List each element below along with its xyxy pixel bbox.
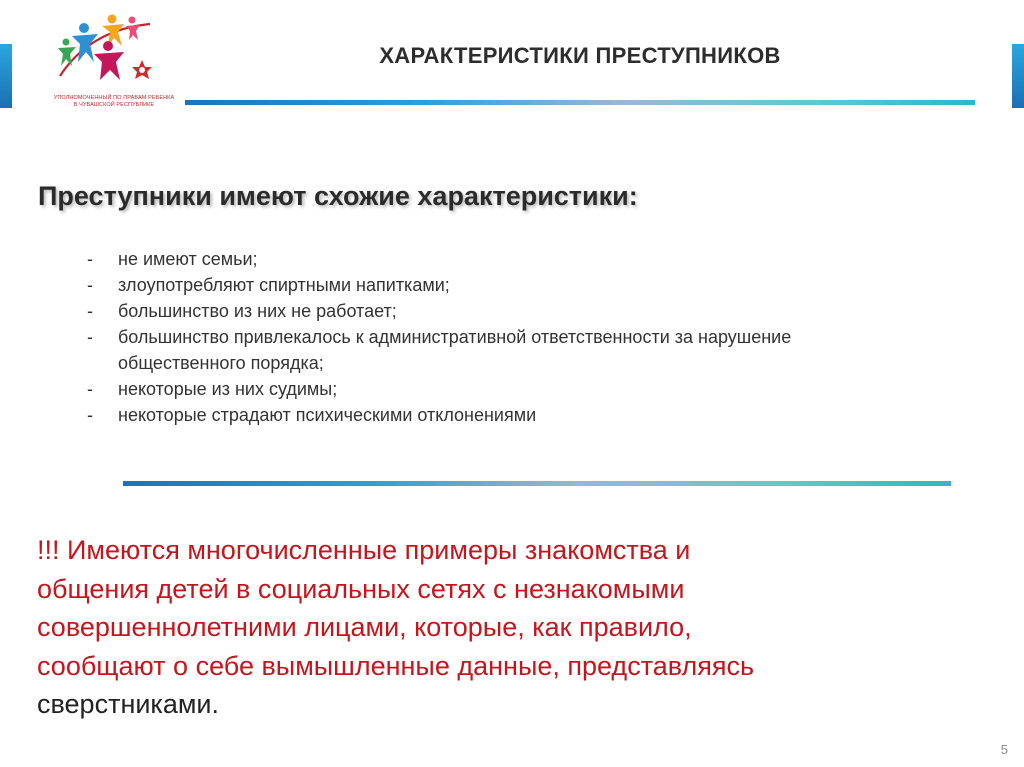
slide-title: ХАРАКТЕРИСТИКИ ПРЕСТУПНИКОВ [379,43,781,68]
warning-note-line: сверстниками. [37,689,219,719]
list-item-text: некоторые страдают психическими отклонениями [118,405,537,425]
section-divider [123,481,951,486]
bullet-dash: - [87,327,93,347]
warning-note [37,531,937,724]
bullet-dash: - [87,405,93,425]
warning-note-line: общения детей в социальных сетях с незнакомыми [37,573,685,604]
list-item [87,376,987,402]
header-divider [185,100,975,105]
list-item [87,298,987,324]
logo-caption-line: УПОЛНОМОЧЕННЫЙ ПО ПРАВАМ РЕБЕНКА [53,95,175,101]
list-item-text: злоупотребляют спиртными напитками; [118,275,450,295]
warning-note-line: !!! Имеются многочисленные примеры знакомства и [37,535,691,565]
warning-note-line: совершеннолетними лицами, которые, как правило, [37,612,692,642]
section-heading: Преступники имеют схожие характеристики: [38,181,638,211]
bullet-dash: - [87,301,93,321]
bullet-dash: - [87,275,93,295]
list-item-text: большинство из них не работает; [118,301,397,321]
warning-note-line: сообщают о себе вымышленные данные, представляясь [37,650,755,681]
page-number: 5 [1000,742,1008,757]
list-item [87,324,987,376]
logo-caption [40,95,188,108]
logo-caption-line: В ЧУВАШСКОЙ РЕСПУБЛИКЕ [73,101,155,108]
characteristics-list [87,246,987,428]
bullet-dash: - [87,379,93,399]
left-accent-bar [0,44,12,108]
logo-figures-icon [50,12,180,96]
list-item-text: некоторые из них судимы; [118,379,338,399]
list-item [87,402,987,428]
list-item-text: не имеют семьи; [118,249,258,269]
list-item-text: общественного порядка; [118,353,324,373]
bullet-dash: - [87,249,93,269]
right-accent-bar [1012,44,1024,108]
list-item [87,272,987,298]
list-item [87,246,987,272]
list-item-text: большинство привлекалось к административной ответственности за нарушение [118,327,792,347]
logo [40,12,188,116]
star-ornament-icon [132,60,152,79]
